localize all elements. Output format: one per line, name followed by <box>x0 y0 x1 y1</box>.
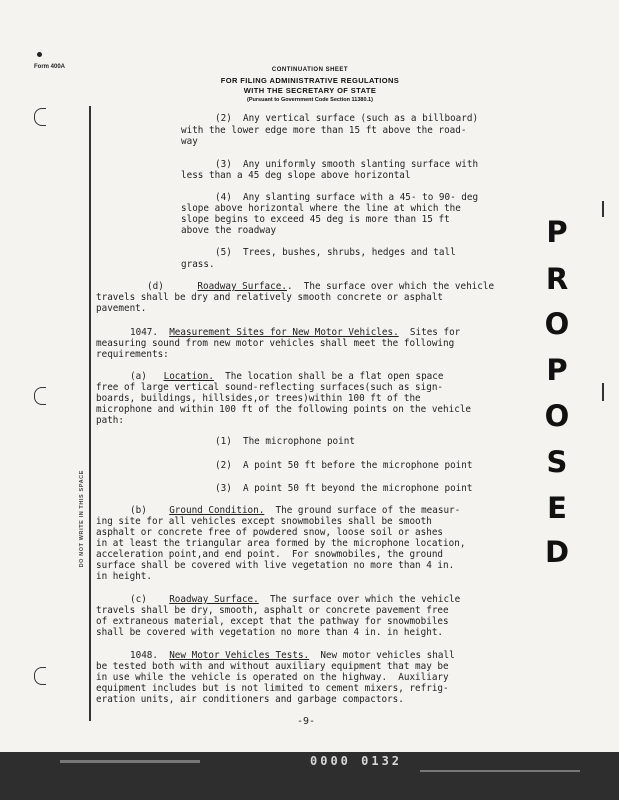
body-line: asphalt or concrete free of powdered snow, loose soil or ashes <box>96 527 444 538</box>
scan-noise <box>60 760 200 763</box>
section-1047-first-line <box>130 327 460 338</box>
body-line: path: <box>96 415 124 426</box>
sheet-type: CONTINUATION SHEET <box>271 67 349 73</box>
stamp-letter: E <box>547 491 567 525</box>
scan-dot <box>37 52 42 57</box>
statute-reference: (Pursuant to Government Code Section 11380.1) <box>247 97 373 103</box>
body-line: travels shall be dry and relatively smooth concrete or asphalt <box>96 292 444 303</box>
paragraph-label: (b) <box>130 505 147 516</box>
paragraph-a-first-line <box>130 371 443 382</box>
body-line: measuring sound from new motor vehicles shall meet the following <box>96 338 455 349</box>
body-line: The surface over which the vehicle <box>258 594 461 605</box>
body-line: less than a 45 deg slope above horizontal <box>181 170 411 181</box>
paragraph-heading: Roadway Surface. <box>169 594 259 605</box>
scan-noise <box>420 770 580 772</box>
body-line: (2) Any vertical surface (such as a billboard) <box>215 113 479 124</box>
body-line: in height. <box>96 571 152 582</box>
stamp-letter: D <box>544 535 570 569</box>
body-line: boards, buildings, hillsides,or trees)within 100 ft of the <box>96 393 421 404</box>
stamp-letter: P <box>546 353 568 387</box>
paragraph-heading: Location. <box>163 371 214 382</box>
body-line: of extraneous material, except that the pathway for snowmobiles <box>96 616 449 627</box>
body-line: The location shall be a flat open space <box>213 371 444 382</box>
list-item: (2) A point 50 ft before the microphone point <box>215 460 473 471</box>
body-line: (4) Any slanting surface with a 45- to 90- deg <box>215 192 479 203</box>
body-line: surface shall be covered with live vegetation no more than 4 in. <box>96 560 455 571</box>
body-line: New motor vehicles shall <box>309 650 455 661</box>
paragraph-heading: Roadway Surface. <box>197 281 287 292</box>
binder-hole-icon <box>34 387 46 405</box>
body-line: slope begins to exceed 45 deg is more than 15 ft <box>181 214 450 225</box>
paragraph-heading: Ground Condition. <box>169 505 265 516</box>
section-heading: Measurement Sites for New Motor Vehicles. <box>169 327 399 338</box>
body-line: eration units, air conditioners and garbage compactors. <box>96 694 404 705</box>
paragraph-label: (c) <box>130 594 147 605</box>
paragraph-d-first-line <box>147 281 494 292</box>
body-line: microphone and within 100 ft of the following points on the vehicle <box>96 404 472 415</box>
microfilm-code: 0000 0132 <box>310 754 403 768</box>
header-title-line1: FOR FILING ADMINISTRATIVE REGULATIONS <box>220 76 400 85</box>
body-line: travels shall be dry, smooth, asphalt or concrete pavement free <box>96 605 449 616</box>
body-line: way <box>181 136 198 147</box>
body-line: . The surface over which the vehicle <box>286 281 495 292</box>
stamp-letter: S <box>546 445 568 479</box>
body-line: above the roadway <box>181 225 277 236</box>
body-line: be tested both with and without auxiliary equipment that may be <box>96 661 449 672</box>
body-line: Sites for <box>398 327 461 338</box>
paragraph-c-first-line <box>130 594 460 605</box>
left-margin-rule <box>89 106 91 721</box>
body-line: free of large vertical sound-reflecting surfaces(such as sign- <box>96 382 444 393</box>
body-line: acceleration point,and end point. For snowmobiles, the ground <box>96 549 444 560</box>
body-line: equipment includes but is not limited to cement mixers, refrig- <box>96 683 449 694</box>
section-1048-first-line <box>130 650 455 661</box>
list-item: (1) The microphone point <box>215 436 355 447</box>
paragraph-b-first-line <box>130 505 460 516</box>
form-number: Form 400A <box>34 64 66 70</box>
body-line: ing site for all vehicles except snowmobiles shall be smooth <box>96 516 432 527</box>
list-item: (3) A point 50 ft beyond the microphone point <box>215 483 473 494</box>
margin-note: DO NOT WRITE IN THIS SPACE <box>79 470 85 568</box>
body-line: in at least the triangular area formed by the microphone location, <box>96 538 466 549</box>
header-title-line2: WITH THE SECRETARY OF STATE <box>243 86 377 95</box>
body-line: pavement. <box>96 303 147 314</box>
body-line: (3) Any uniformly smooth slanting surface with <box>215 159 479 170</box>
stamp-letter: P <box>546 215 568 249</box>
stamp-letter: R <box>545 262 569 296</box>
body-line: in use while the vehicle is operated on the highway. Auxiliary <box>96 672 449 683</box>
body-line: The ground surface of the measur- <box>264 505 461 516</box>
body-line: grass. <box>181 259 215 270</box>
binder-hole-icon <box>34 667 46 685</box>
binder-hole-icon <box>34 108 46 126</box>
section-number: 1047. <box>130 327 158 338</box>
body-line: shall be covered with vegetation no more than 4 in. in height. <box>96 627 444 638</box>
page-number: -9- <box>297 716 316 727</box>
body-line: slope above horizontal where the line at which the <box>181 203 461 214</box>
body-line: (5) Trees, bushes, shrubs, hedges and tall <box>215 247 456 258</box>
section-heading: New Motor Vehicles Tests. <box>169 650 310 661</box>
paragraph-label: (a) <box>130 371 147 382</box>
right-edge-mark <box>602 383 604 401</box>
stamp-letter: O <box>544 399 570 433</box>
right-edge-mark <box>602 201 604 217</box>
body-line: requirements: <box>96 349 169 360</box>
paragraph-label: (d) <box>147 281 164 292</box>
body-line: with the lower edge more than 15 ft above the road- <box>181 125 467 136</box>
section-number: 1048. <box>130 650 158 661</box>
stamp-letter: O <box>544 307 570 341</box>
